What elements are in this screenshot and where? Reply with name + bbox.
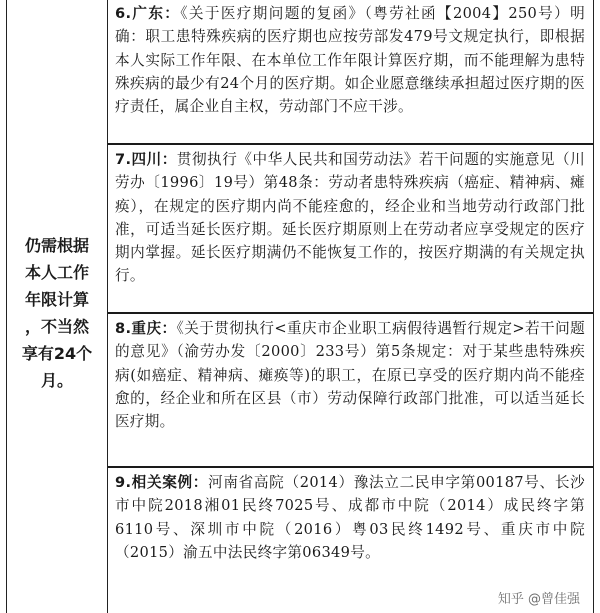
provision-number: 6.广东：	[115, 5, 181, 22]
provision-number: 8.重庆：	[115, 320, 177, 337]
provision-text: 贯彻执行《中华人民共和国劳动法》若干问题的实施意见（川劳办〔1996〕19号）第48条：劳动者患特殊疾病（癌症、精神病、瘫痪），在规定的医疗期内尚不能痊愈的，经企业和当地劳动行政部门批准，可适当延长医疗期。延长医疗期原则上在劳动者应享受规定的医疗期内掌握。延长医疗期满仍不能恢复工作的，按医疗期满的有关规定执行。	[115, 151, 585, 285]
provision-number: 7.四川：	[115, 151, 177, 168]
provision-chongqing	[108, 315, 593, 468]
provision-guangdong	[108, 0, 593, 145]
provision-text: 河南省高院（2014）豫法立二民申字第00187号、长沙市中院2018湘01民终7025号、成都市中院（2014）成民终字第6110号、深圳市中院（2016）粤03民终1492号、重庆市中院（2015）渝五中法民终字第06349号。	[115, 474, 585, 561]
provision-text: 《关于医疗期问题的复函》（粤劳社函【2004】250号）明确：职工患特殊疾病的医疗期也应按劳部发479号文规定执行，即根据本人实际工作年限、在本单位工作年限计算医疗期，而不能理解为患特殊疾病的最少有24个月的医疗期。如企业愿意继续承担超过医疗期的医疗责任，属企业自主权，劳动部门不应干涉。	[115, 5, 585, 116]
legal-table	[6, 0, 594, 613]
summary-cell	[7, 0, 108, 613]
provision-sichuan	[108, 146, 593, 314]
zhihu-watermark: 知乎 @曾佳强	[496, 588, 582, 607]
summary-text: 仍需根据 本人工作 年限计算 ，不当然 享有24个 月。	[21, 235, 93, 390]
provision-text: 《关于贯彻执行<重庆市企业职工病假待遇暂行规定>若干问题的意见》（渝劳办发〔2000〕233号）第5条规定：对于某些患特殊疾病(如癌症、精神病、瘫痪等)的职工，在原已享受的医疗期内尚不能痊愈的，经企业和所在区县（市）劳动保障行政部门批准，可以适当延长医疗期。	[115, 320, 585, 431]
provisions-column	[108, 0, 593, 613]
provision-number: 9.相关案例：	[115, 474, 209, 491]
